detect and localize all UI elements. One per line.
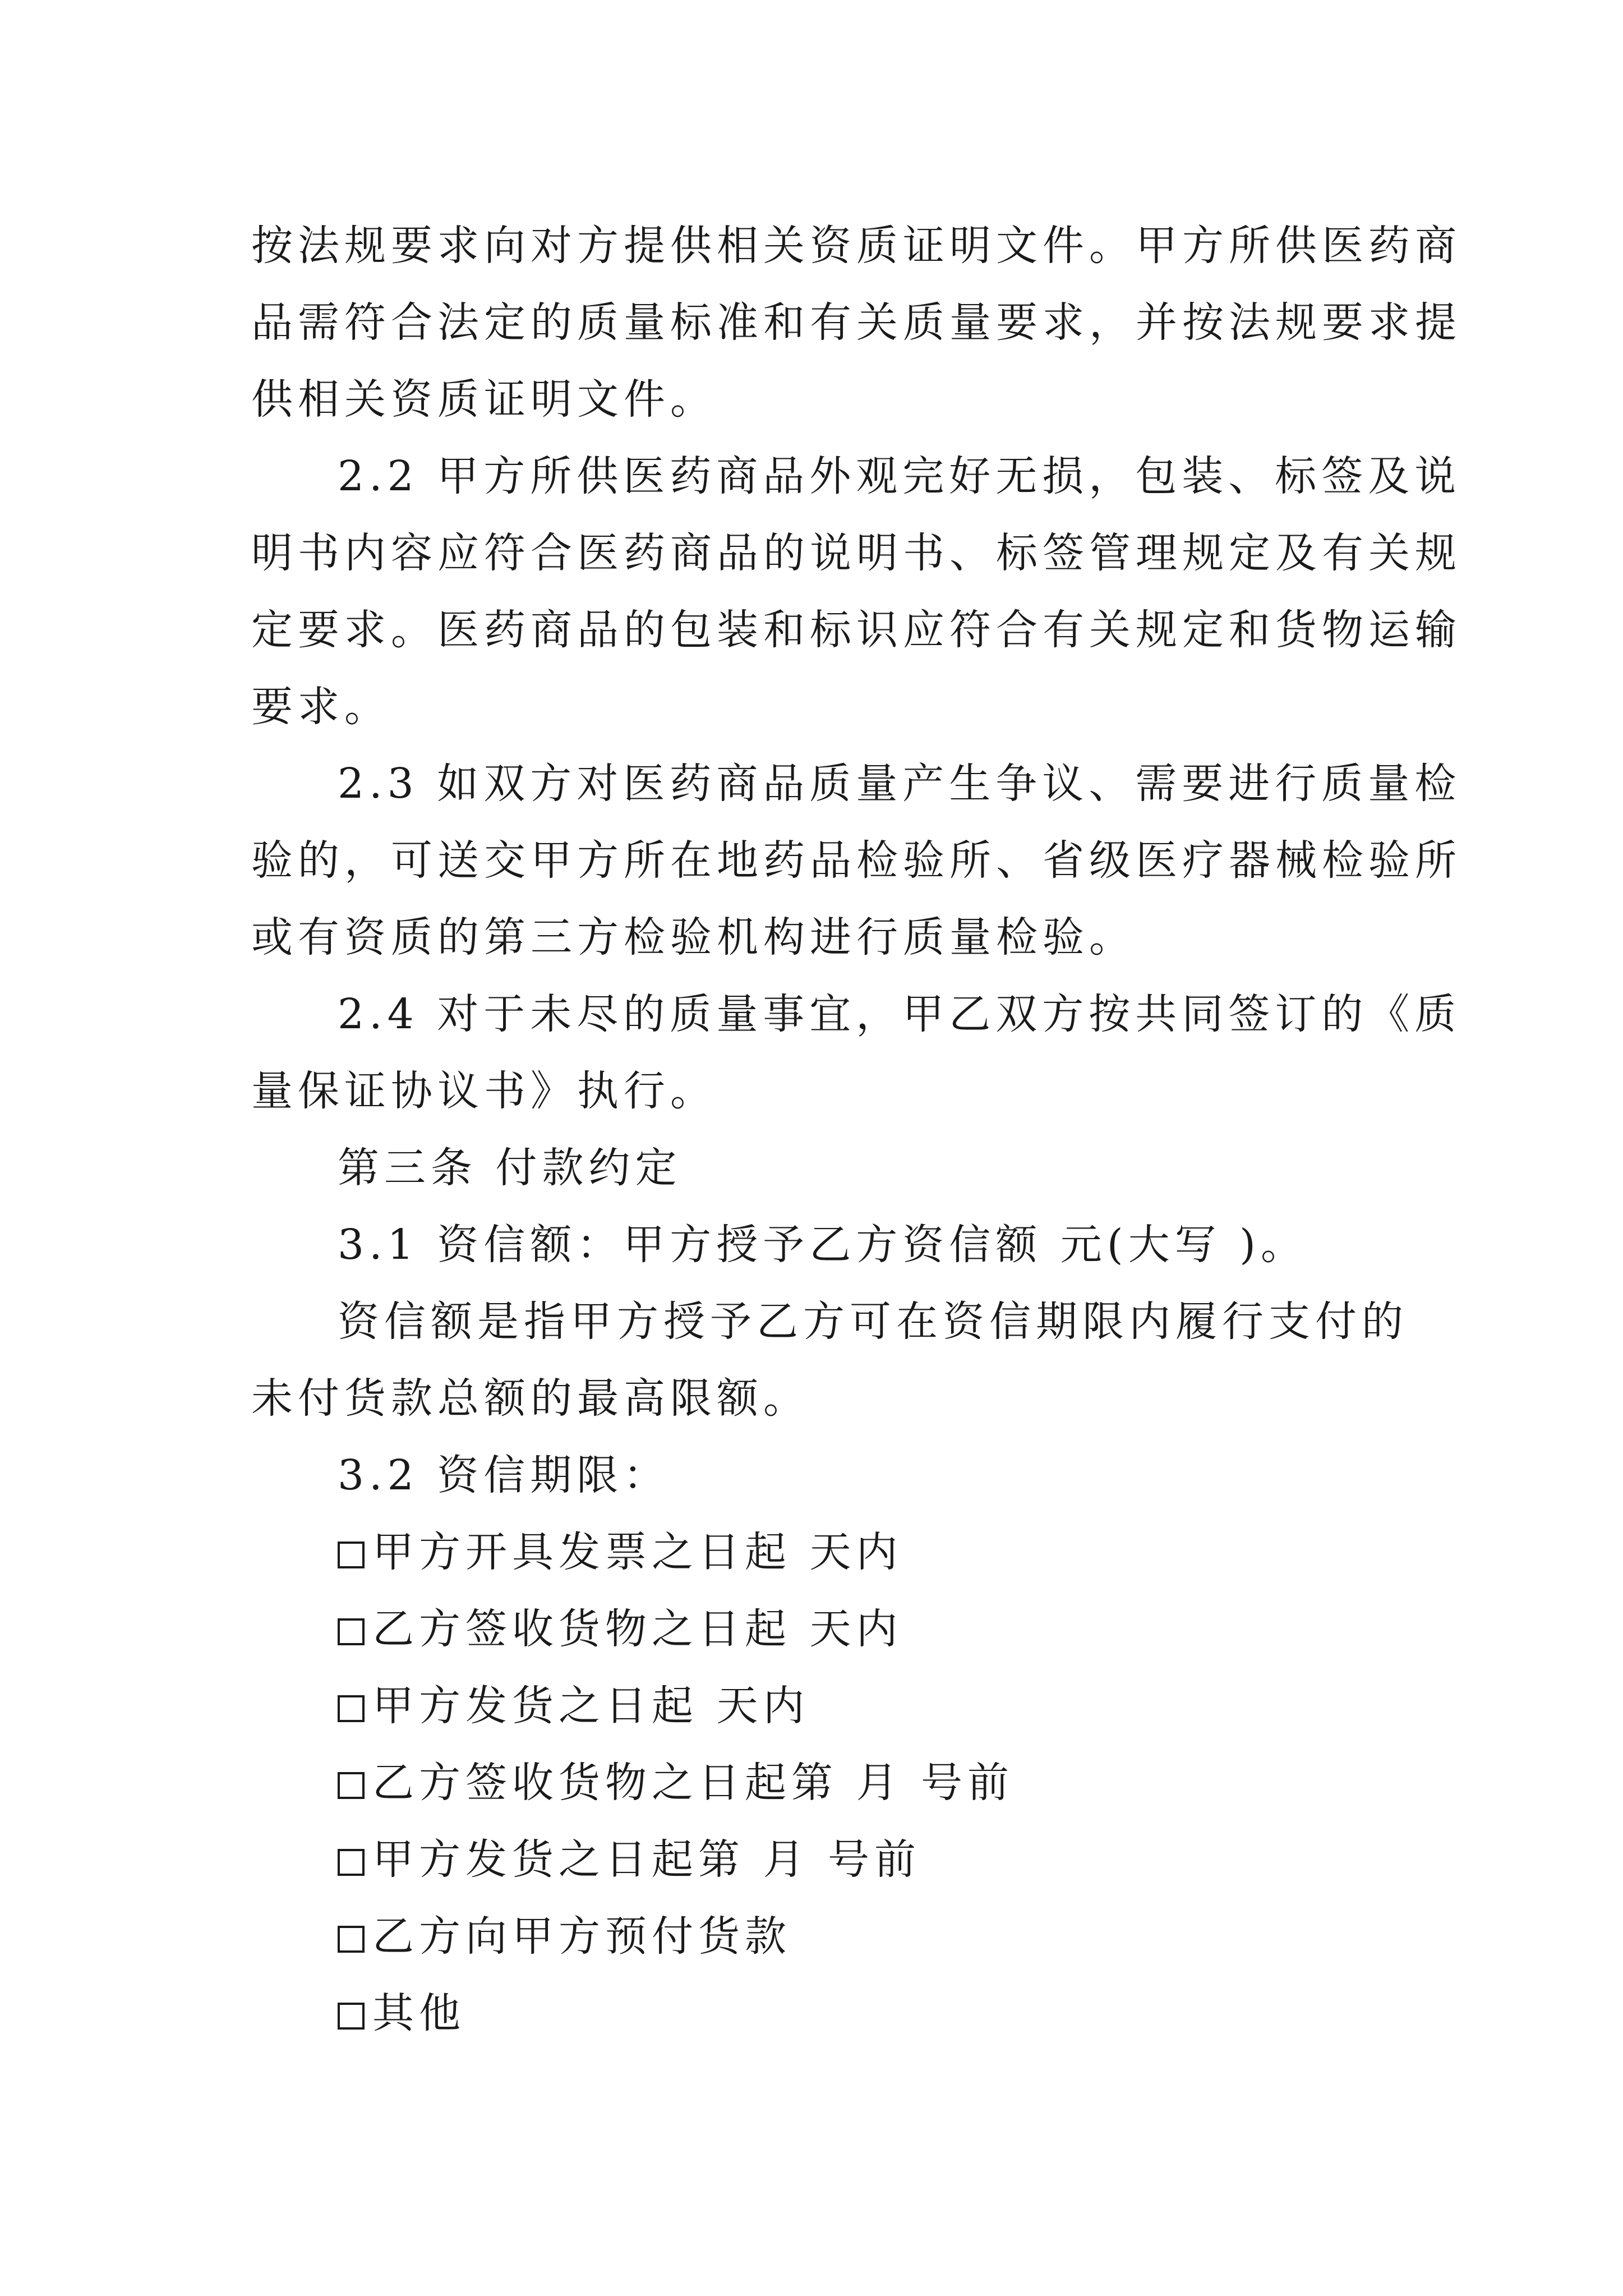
text-line: 按法规要求向对方提供相关资质证明文件。甲方所供医药商 [251, 222, 1461, 270]
checkbox[interactable] [338, 1926, 365, 1953]
text-line: 要求。 [251, 683, 391, 731]
text-line: 定要求。医药商品的包装和标识应符合有关规定和货物运输 [251, 606, 1461, 654]
clause-2-3: 2.3 如双方对医药商品质量产生争议、需要进行质量检 [338, 760, 1461, 808]
document-page [251, 208, 1461, 2052]
text-line: 验的，可送交甲方所在地药品检验所、省级医疗器械检验所 [251, 836, 1461, 885]
checkbox-option [251, 1591, 1381, 1668]
text-line: 量保证协议书》执行。 [251, 1067, 717, 1115]
clause-3-2: 3.2 资信期限： [338, 1451, 670, 1499]
checkbox-option [251, 1745, 1381, 1821]
checkbox-option [251, 1898, 1381, 1975]
text-line: 供相关资质证明文件。 [251, 375, 717, 424]
checkbox-label: 其他 [372, 1989, 465, 2037]
checkbox-option [251, 1975, 1381, 2052]
checkbox[interactable] [338, 1618, 365, 1645]
checkbox-label: 甲方发货之日起 天内 [372, 1682, 810, 1730]
checkbox[interactable] [338, 2003, 365, 2030]
text-line: 未付货款总额的最高限额。 [251, 1374, 810, 1423]
checkbox-option [251, 1668, 1381, 1745]
text-line: 资信额是指甲方授予乙方可在资信期限内履行支付的 [338, 1297, 1408, 1346]
checkbox-label: 乙方向甲方预付货款 [372, 1912, 791, 1961]
checkbox-option [251, 1514, 1381, 1591]
checkbox-option [251, 1821, 1381, 1898]
checkbox[interactable] [338, 1695, 365, 1722]
checkbox-label: 乙方签收货物之日起第 月 号前 [372, 1759, 1015, 1807]
checkbox[interactable] [338, 1542, 365, 1568]
section-heading: 第三条 付款约定 [338, 1144, 682, 1192]
text-line: 或有资质的第三方检验机构进行质量检验。 [251, 913, 1136, 961]
checkbox-label: 甲方开具发票之日起 天内 [372, 1528, 903, 1576]
checkbox[interactable] [338, 1849, 365, 1876]
checkbox[interactable] [338, 1772, 365, 1799]
checkbox-label: 乙方签收货物之日起 天内 [372, 1605, 903, 1653]
text-line: 明书内容应符合医药商品的说明书、标签管理规定及有关规 [251, 529, 1461, 577]
checkbox-label: 甲方发货之日起第 月 号前 [372, 1835, 921, 1884]
text-line: 品需符合法定的质量标准和有关质量要求，并按法规要求提 [251, 298, 1461, 347]
clause-2-2: 2.2 甲方所供医药商品外观完好无损，包装、标签及说 [338, 452, 1461, 500]
clause-3-1: 3.1 资信额：甲方授予乙方资信额 元(大写 )。 [338, 1221, 1307, 1269]
clause-2-4: 2.4 对于未尽的质量事宜，甲乙双方按共同签订的《质 [338, 990, 1461, 1038]
